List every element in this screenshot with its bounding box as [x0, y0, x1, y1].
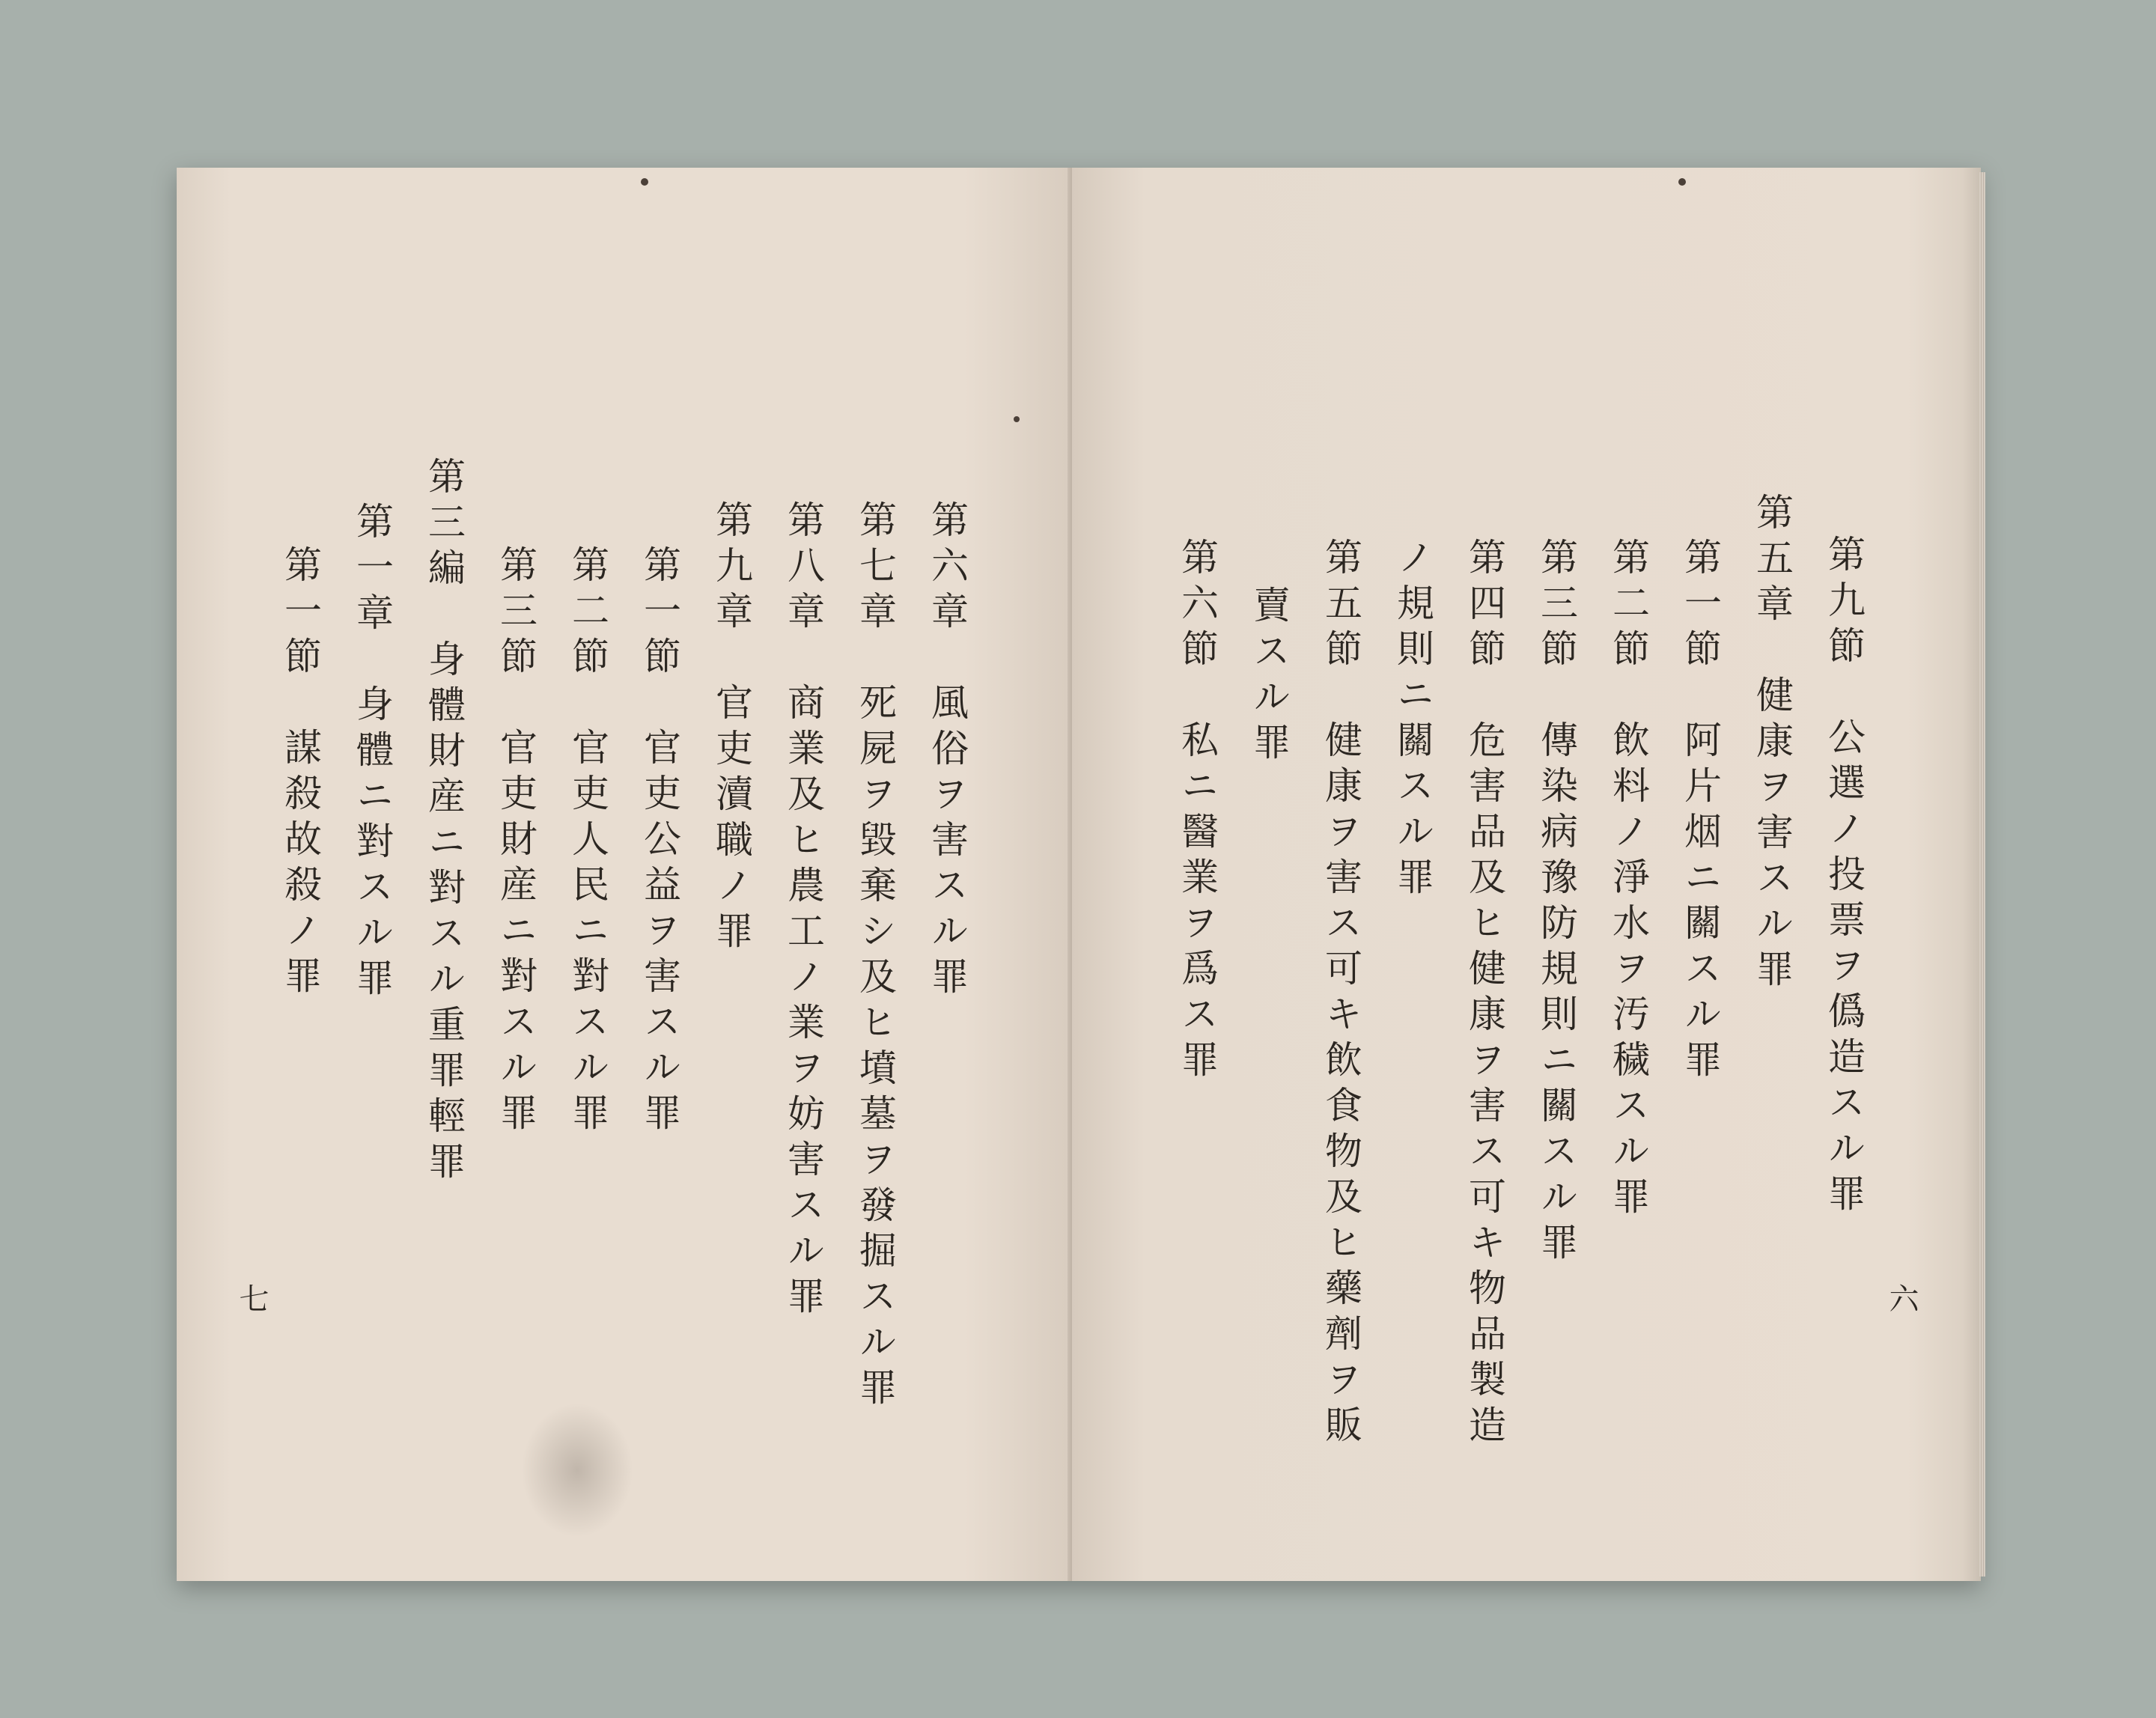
toc-entry: 第三編 身體財産ニ對スル重罪輕罪: [422, 457, 466, 1187]
toc-entry: 第一章 身體ニ對スル罪: [350, 502, 394, 1004]
toc-entry: 第六章 風俗ヲ害スル罪: [925, 500, 969, 1002]
toc-entry: 第七章 死屍ヲ毀棄シ及ヒ墳墓ヲ發掘スル罪: [853, 500, 897, 1413]
toc-entry: 第八章 商業及ヒ農工ノ業ヲ妨害スル罪: [782, 500, 825, 1322]
toc-entry: 第九節 公選ノ投票ヲ僞造スル罪: [1822, 534, 1866, 1219]
stain: [521, 1403, 633, 1538]
toc-entry: 第四節 危害品及ヒ健康ヲ害ス可キ物品製造: [1463, 537, 1506, 1451]
toc-entry: 第一節 官吏公益ヲ害スル罪: [638, 545, 681, 1139]
binding-hole: [641, 178, 648, 186]
left-page: [177, 168, 1072, 1581]
toc-entry: 第三節 官吏財産ニ對スル罪: [494, 545, 538, 1139]
toc-entry: 第二節 官吏人民ニ對スル罪: [566, 545, 609, 1139]
binding-hole: [1678, 178, 1686, 186]
toc-entry: 賣スル罪: [1247, 585, 1291, 768]
toc-entry: 第三節 傳染病豫防規則ニ關スル罪: [1535, 537, 1578, 1268]
toc-entry: ノ規則ニ關スル罪: [1391, 537, 1434, 903]
toc-entry: 第五節 健康ヲ害ス可キ飲食物及ヒ藥劑ヲ販: [1319, 537, 1362, 1451]
binding-hole: [1014, 416, 1020, 422]
page-number: 七: [234, 1283, 269, 1313]
toc-entry: 第六節 私ニ醫業ヲ爲ス罪: [1175, 537, 1219, 1085]
page-number: 六: [1884, 1283, 1919, 1313]
toc-entry: 第五章 健康ヲ害スル罪: [1750, 493, 1794, 995]
open-book: [177, 168, 1981, 1581]
page-edges: [1979, 172, 1985, 1577]
toc-entry: 第一節 謀殺故殺ノ罪: [278, 545, 322, 1002]
toc-entry: 第二節 飲料ノ淨水ヲ汚穢スル罪: [1607, 537, 1650, 1222]
toc-entry: 第九章 官吏瀆職ノ罪: [710, 500, 753, 957]
right-page: [1072, 168, 1981, 1581]
toc-entry: 第一節 阿片烟ニ關スル罪: [1678, 537, 1722, 1085]
